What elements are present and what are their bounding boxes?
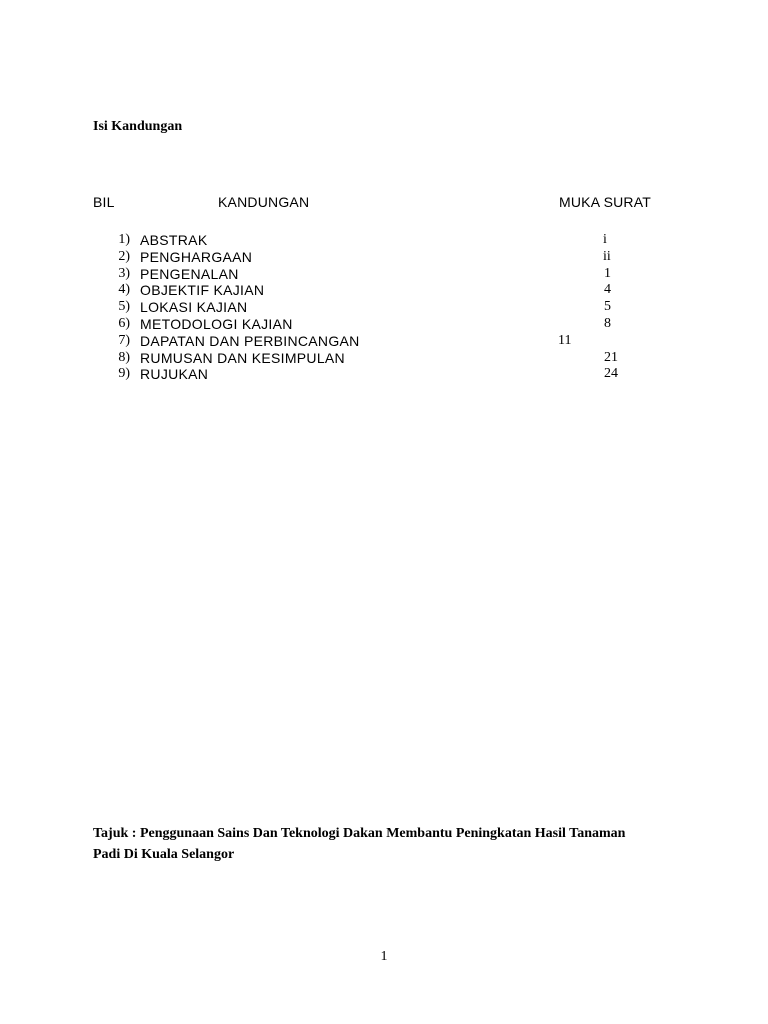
toc-page: 24	[604, 366, 618, 382]
toc-title: RUJUKAN	[140, 366, 209, 383]
toc-row	[0, 299, 768, 316]
toc-page: 8	[604, 315, 611, 331]
toc-title: OBJEKTIF KAJIAN	[140, 282, 265, 299]
page-number: 1	[380, 949, 388, 964]
column-header-muka-surat: MUKA SURAT	[559, 194, 651, 210]
toc-number: 9)	[118, 366, 130, 382]
toc-title: LOKASI KAJIAN	[140, 299, 248, 316]
column-header-bil: BIL	[93, 194, 115, 210]
toc-number: 5)	[118, 299, 130, 315]
toc-title: METODOLOGI KAJIAN	[140, 315, 293, 332]
toc-title: PENGENALAN	[140, 265, 239, 282]
toc-number: 3)	[118, 265, 130, 281]
toc-title: PENGHARGAAN	[140, 248, 253, 265]
toc-page: 1	[604, 265, 611, 281]
page-title: Isi Kandungan	[93, 119, 183, 134]
toc-page: 4	[604, 282, 611, 298]
report-title: Tajuk : Penggunaan Sains Dan Teknologi Dakan Membantu Peningkatan Hasil Tanaman Padi Di Kuala Selangor	[93, 826, 626, 862]
toc-page: ii	[603, 248, 611, 264]
table-of-contents	[0, 232, 768, 383]
toc-number: 7)	[118, 332, 130, 348]
toc-page: 21	[604, 349, 618, 365]
toc-number: 8)	[118, 349, 130, 365]
toc-row	[0, 282, 768, 299]
toc-row	[0, 366, 768, 383]
toc-number: 4)	[118, 282, 130, 298]
toc-row	[0, 266, 768, 283]
toc-row	[0, 232, 768, 249]
toc-page: 5	[604, 299, 611, 315]
toc-number: 6)	[118, 315, 130, 331]
toc-title: ABSTRAK	[140, 232, 208, 248]
toc-title: RUMUSAN DAN KESIMPULAN	[140, 349, 345, 366]
column-header-kandungan: KANDUNGAN	[218, 194, 310, 210]
toc-row	[0, 333, 768, 350]
toc-row	[0, 249, 768, 266]
toc-title: DAPATAN DAN PERBINCANGAN	[140, 332, 360, 349]
toc-number: 2)	[118, 248, 130, 264]
toc-page: 11	[558, 332, 572, 348]
toc-row	[0, 350, 768, 367]
toc-number: 1)	[118, 232, 130, 247]
toc-row	[0, 316, 768, 333]
toc-page: i	[603, 232, 607, 247]
